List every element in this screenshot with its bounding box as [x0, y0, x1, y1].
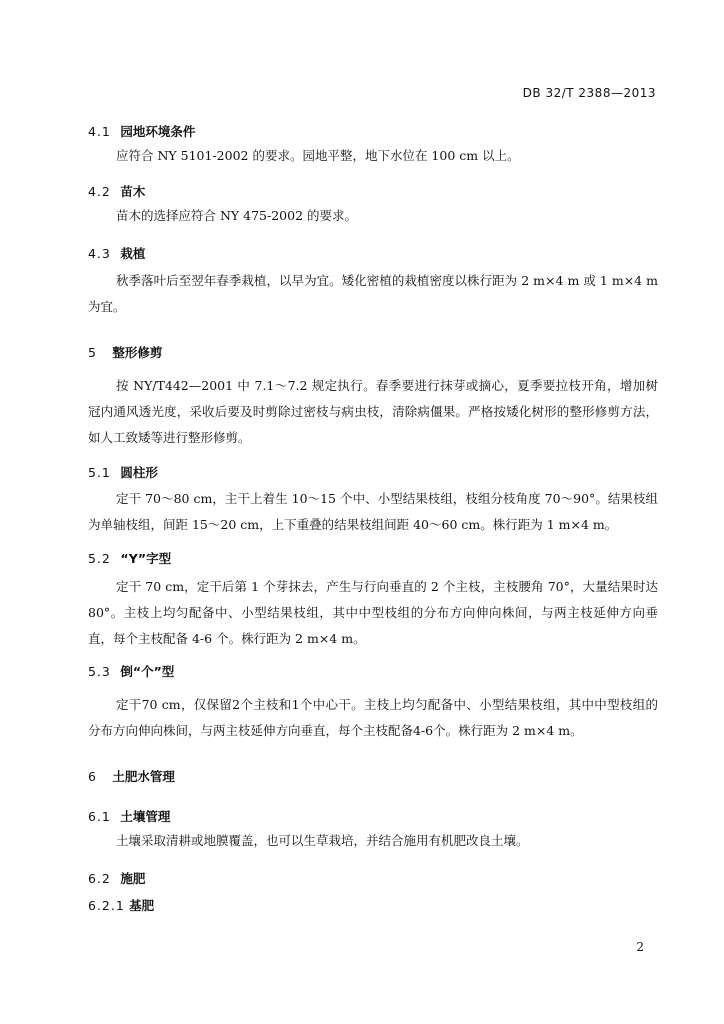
paragraph: 苗木的选择应符合 NY 475-2002 的要求。 [116, 208, 358, 223]
paragraph: 土壤采取清耕或地膜覆盖，也可以生草栽培，并结合施用有机肥改良土壤。 [116, 833, 529, 848]
heading-5-3 [88, 662, 174, 680]
heading-6-2 [88, 869, 145, 887]
heading-number: 4.1 [88, 124, 111, 139]
heading-number: 4.2 [88, 184, 111, 199]
heading-title: 苗木 [120, 184, 146, 199]
paragraph: 定干 70 cm，定干后第 1 个芽抹去，产生与行向垂直的 2 个主枝，主枝腰角 70°，大量结果时达 80°。主枝上均匀配备中、小型结果枝组，其中中型枝组的分布方向伸向株间，与两主枝延伸方向垂直，每个主枝配备 4-6 个。株行距为 2 m×4 m。 [88, 579, 658, 646]
page-number: 2 [636, 940, 644, 954]
heading-title: 土肥水管理 [112, 769, 175, 784]
heading-6-1 [88, 807, 170, 825]
paragraph: 应符合 NY 5101-2002 的要求。园地平整，地下水位在 100 cm 以上。 [116, 148, 520, 163]
heading-number: 5 [88, 345, 97, 360]
heading-6-2-1 [88, 896, 154, 914]
heading-number: 6.1 [88, 809, 111, 824]
paragraph: 按 NY/T442—2001 中 7.1～7.2 规定执行。春季要进行抹芽或摘心，夏季要拉枝开角，增加树冠内通风透光度，采收后要及时剪除过密枝与病虫枝，清除病僵果。严格按矮化树形的整形修剪方法，如人工致矮等进行整形修剪。 [88, 378, 658, 445]
heading-title: 圆柱形 [120, 465, 158, 480]
heading-number: 5.2 [88, 551, 111, 566]
heading-title: 土壤管理 [120, 809, 171, 824]
heading-title: 倒“个”型 [120, 664, 175, 679]
paragraph: 秋季落叶后至翌年春季栽植，以早为宜。矮化密植的栽植密度以株行距为 2 m×4 m 或 1 m×4 m 为宜。 [88, 273, 658, 314]
heading-number: 6 [88, 769, 97, 784]
heading-4-2 [88, 182, 145, 200]
heading-6 [88, 767, 175, 785]
document-code: DB 32/T 2388—2013 [522, 86, 656, 100]
heading-title: 栽植 [120, 246, 146, 261]
heading-number: 5.1 [88, 465, 111, 480]
heading-number: 6.2 [88, 871, 111, 886]
heading-number: 4.3 [88, 246, 111, 261]
heading-title: “Y”字型 [120, 551, 172, 566]
heading-title: 园地环境条件 [120, 124, 196, 139]
heading-title: 施肥 [120, 871, 146, 886]
heading-number: 5.3 [88, 664, 111, 679]
heading-number: 6.2.1 [88, 898, 125, 913]
paragraph: 定干 70～80 cm，主干上着生 10～15 个中、小型结果枝组，枝组分枝角度 70～90°。结果枝组为单轴枝组，间距 15～20 cm，上下重叠的结果枝组间距 40～60 cm。株行距为 1 m×4 m。 [88, 491, 658, 532]
heading-5-1 [88, 463, 158, 481]
heading-title: 整形修剪 [112, 345, 163, 360]
heading-5-2 [88, 549, 171, 567]
paragraph: 定干70 cm，仅保留2个主枝和1个中心干。主枝上均匀配备中、小型结果枝组，其中中型枝组的分布方向伸向株间，与两主枝延伸方向垂直，每个主枝配备4-6个。株行距为 2 m×4 m。 [88, 697, 658, 738]
heading-title: 基肥 [129, 898, 155, 913]
heading-5 [88, 343, 162, 361]
heading-4-3 [88, 244, 145, 262]
heading-4-1 [88, 122, 195, 140]
